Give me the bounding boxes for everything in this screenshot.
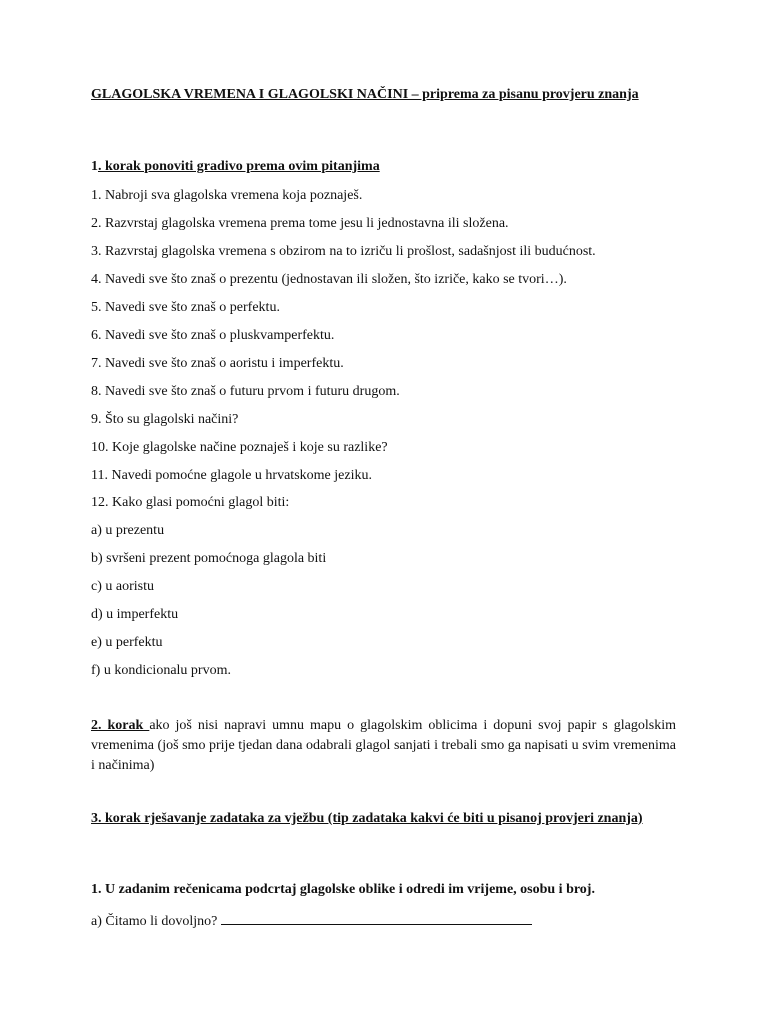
subquestion-a: a) u prezentu <box>91 523 165 538</box>
subquestion-c: c) u aoristu <box>91 579 154 594</box>
question-5: 5. Navedi sve što znaš o perfektu. <box>91 300 280 315</box>
subquestion-e: e) u perfektu <box>91 635 163 650</box>
step-3-heading: 3. korak rješavanje zadataka za vježbu (tip zadataka kakvi će biti u pisanoj provjeri znanja) <box>91 811 643 826</box>
step-1-heading <box>91 159 676 175</box>
step-2-paragraph <box>91 716 676 776</box>
step-2-text: ako još nisi napravi umnu mapu o glagolskim oblicima i dopuni svoj papir s glagolskim vremenima (još smo prije tjedan dana odabrali glagol sanjati i trebali smo ga napisati u svim vremenima i načinima) <box>91 718 676 773</box>
question-7: 7. Navedi sve što znaš o aoristu i imperfektu. <box>91 356 344 371</box>
question-9: 9. Što su glagolski načini? <box>91 412 239 427</box>
question-1: 1. Nabroji sva glagolska vremena koja poznaješ. <box>91 188 363 203</box>
subquestion-d: d) u imperfektu <box>91 607 179 622</box>
question-10: 10. Koje glagolske načine poznaješ i koje su razlike? <box>91 440 388 455</box>
subquestion-b: b) svršeni prezent pomoćnoga glagola biti <box>91 551 327 566</box>
step-2-label: 2. korak <box>91 718 150 733</box>
question-2: 2. Razvrstaj glagolska vremena prema tome jesu li jednostavna ili složena. <box>91 216 509 231</box>
answer-a-sentence: a) Čitamo li dovoljno? <box>91 914 218 929</box>
question-12: 12. Kako glasi pomoćni glagol biti: <box>91 495 290 510</box>
question-6: 6. Navedi sve što znaš o pluskvamperfektu. <box>91 328 335 343</box>
question-4: 4. Navedi sve što znaš o prezentu (jednostavan ili složen, što izriče, kako se tvori…). <box>91 272 567 287</box>
subquestion-f: f) u kondicionalu prvom. <box>91 663 231 678</box>
step-1-label: . korak ponoviti gradivo prema ovim pitanjima <box>98 159 380 174</box>
question-11: 11. Navedi pomoćne glagole u hrvatskome jeziku. <box>91 468 372 483</box>
answer-a-row <box>91 912 676 930</box>
task-1-instruction: 1. U zadanim rečenicama podcrtaj glagolske oblike i odredi im vrijeme, osobu i broj. <box>91 882 595 897</box>
step-1-number: 1 <box>91 159 98 174</box>
document-title: GLAGOLSKA VREMENA I GLAGOLSKI NAČINI – priprema za pisanu provjeru znanja <box>91 87 639 102</box>
answer-a-blank-line[interactable] <box>221 912 532 925</box>
question-8: 8. Navedi sve što znaš o futuru prvom i futuru drugom. <box>91 384 400 399</box>
question-3: 3. Razvrstaj glagolska vremena s obzirom na to izriču li prošlost, sadašnjost ili budućnost. <box>91 244 596 259</box>
